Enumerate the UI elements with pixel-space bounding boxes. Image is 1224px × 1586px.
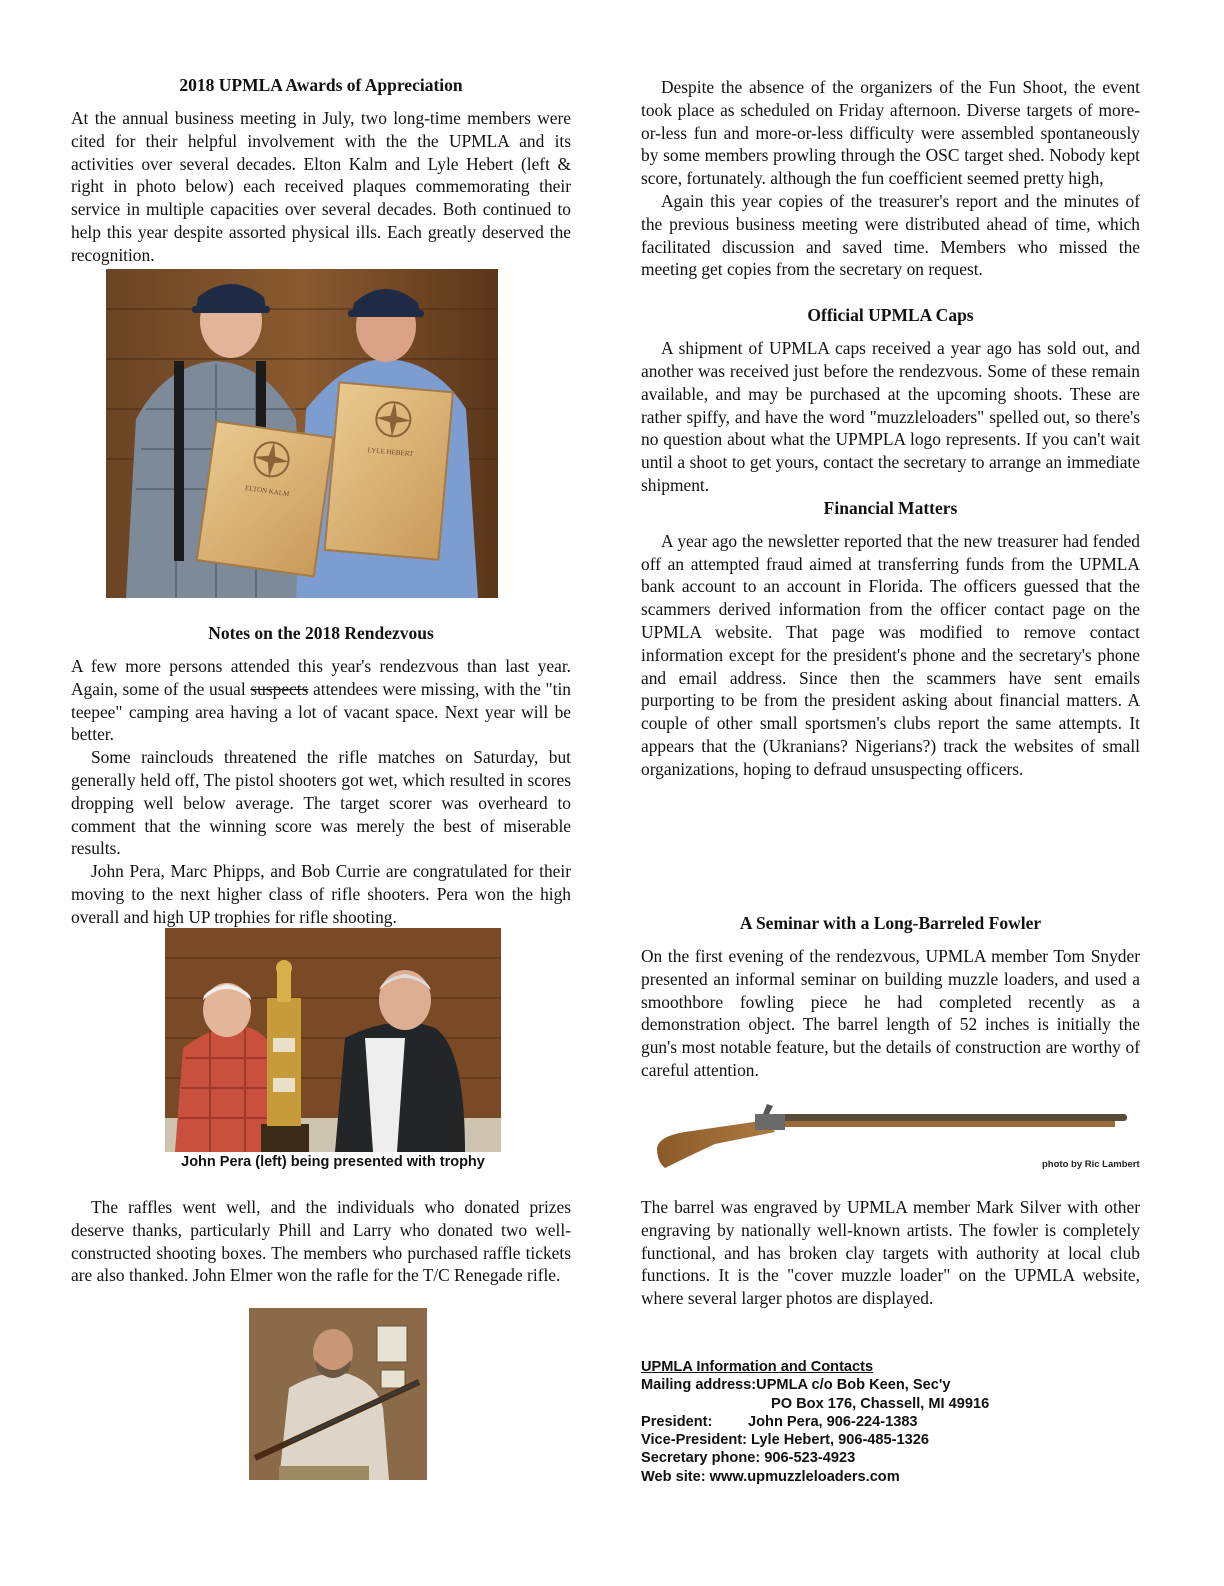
rendezvous-p3: John Pera, Marc Phipps, and Bob Currie are congratulated for their moving to the next higher class of rifle shooters. Pera won the high overall and high UP trophies for rifle shooting. xyxy=(71,861,571,927)
vp-label: Vice-President: xyxy=(641,1432,747,1449)
awards-photo-illustration xyxy=(106,269,498,598)
seminar-section xyxy=(641,912,1140,1082)
president-value: John Pera, 906-224-1383 xyxy=(748,1413,918,1430)
rendezvous-p2: Some rainclouds threatened the rifle matches on Saturday, but generally held off, The pistol shooters got wet, which resulted in scores dropping well below average. The target scorer was overheard to comment that the winning score was merely the best of miserable results. xyxy=(71,747,571,859)
president-label: President: xyxy=(641,1413,713,1430)
left-column xyxy=(71,74,571,267)
contacts-block xyxy=(641,1358,1121,1486)
mailing-line2: PO Box 176, Chassell, MI 49916 xyxy=(771,1395,990,1412)
raffle-section xyxy=(71,1196,571,1287)
raffle-photo-illustration xyxy=(249,1308,427,1480)
trophy-photo-caption: John Pera (left) being presented with trophy xyxy=(181,1154,485,1170)
web-label: Web site: xyxy=(641,1468,706,1485)
raffle-photo xyxy=(249,1308,427,1480)
finance-heading: Financial Matters xyxy=(823,497,958,518)
awards-heading: 2018 UPMLA Awards of Appreciation xyxy=(179,75,463,95)
seminar-p2: The barrel was engraved by UPMLA member Mark Silver with other engraving by nationally well-known artists. The fowler is completely functional, and has broken clay targets with authority at local club functions. It is the "cover muzzle loader" on the UPMLA website, where several larger photos are displayed. xyxy=(641,1197,1140,1309)
svg-text:ELTON KALM: ELTON KALM xyxy=(244,484,290,499)
right-column xyxy=(641,76,1140,781)
rendezvous-p1: A few more persons attended this year's rendezvous than last year. Again, some of the usual suspects attendees were missing, with the "tin teepee" camping area having a lot of vacant space. Next year will be better. xyxy=(71,656,571,745)
secretary-value: 906-523-4923 xyxy=(764,1450,856,1467)
caps-body: A shipment of UPMLA caps received a year ago has sold out, and another was received just before the rendezvous. Some of these remain available, and may be purchased at the upcoming shoots. These are rather spiffy, and have the word "muzzleloaders" spelled out, so there's no question about what the UPMPLA logo represents. If you can't wait until a shoot to get yours, contact the secretary to arrange an immediate shipment. xyxy=(641,338,1140,495)
funshoot-p1: Despite the absence of the organizers of the Fun Shoot, the event took place as scheduled on Friday afternoon. Diverse targets of more-or-less fun and more-or-less difficulty were assembled spontaneously by some members prowling through the OSC target shed. Nobody kept score, fortunately. although the fun coefficient seemed pretty high, xyxy=(641,77,1140,189)
rendezvous-p4: The raffles went well, and the individuals who donated prizes deserve thanks, particularly Phill and Larry who donated two well-constructed shooting boxes. The members who purchased raffle tickets are also thanked. John Elmer won the rafle for the T/C Renegade rifle. xyxy=(71,1197,571,1286)
seminar-p1: On the first evening of the rendezvous, UPMLA member Tom Snyder presented an informal seminar on building muzzle loaders, and used a smoothbore fowling piece he had completed recently as a demonstration object. The barrel length of 52 inches is initially the gun's most notable feature, but the details of construction are worthy of careful attention. xyxy=(641,946,1140,1080)
seminar-heading: A Seminar with a Long-Barreled Fowler xyxy=(739,913,1042,933)
trophy-photo-illustration xyxy=(165,928,501,1152)
seminar-continued xyxy=(641,1196,1140,1310)
funshoot-p2: Again this year copies of the treasurer's report and the minutes of the previous business meeting were distributed ahead of time, which facilitated discussion and saved time. Members who missed the meeting get copies from the secretary on request. xyxy=(641,190,1140,280)
web-link[interactable]: www.upmuzzleloaders.com xyxy=(709,1468,900,1485)
finance-body: A year ago the newsletter reported that the new treasurer had fended off an attempted fraud aimed at transferring funds from the UPMLA bank account to an account in Florida. The officers guessed that the scammers derived information from the officer contact page on the UPMLA website. That page was modified to remove contact information except for the president's phone and the secretary's phone and email address. Since then the scammers have sent emails purporting to be from the president asking about financial matters. A couple of other small sportsmen's clubs report the same attempts. It appears that the (Ukranians? Nigerians?) track the websites of small organizations, hoping to defraud unsuspecting officers. xyxy=(641,530,1140,779)
fowler-photo-credit: photo by Ric Lambert xyxy=(1042,1159,1140,1170)
mailing-label: Mailing address: xyxy=(641,1377,757,1394)
svg-text:LYLE HEBERT: LYLE HEBERT xyxy=(367,446,414,459)
trophy-photo xyxy=(165,928,501,1152)
contacts-title: UPMLA Information and Contacts xyxy=(641,1359,874,1375)
mailing-line1: UPMLA c/o Bob Keen, Sec'y xyxy=(756,1377,951,1394)
secretary-label: Secretary phone: xyxy=(641,1450,761,1467)
rendezvous-section xyxy=(71,622,571,929)
vp-value: Lyle Hebert, 906-485-1326 xyxy=(751,1432,929,1449)
rendezvous-heading: Notes on the 2018 Rendezvous xyxy=(208,623,434,643)
caps-heading: Official UPMLA Caps xyxy=(807,305,974,326)
awards-body: At the annual business meeting in July, two long-time members were cited for their helpful involvement with the the UPMLA and its activities over several decades. Elton Kalm and Lyle Hebert (left & right in photo below) each received plaques commemorating their service in multiple capacities over several decades. Both continued to help this year despite assorted physical ills. Each greatly deserved the recognition. xyxy=(71,108,571,265)
awards-photo xyxy=(106,269,498,598)
